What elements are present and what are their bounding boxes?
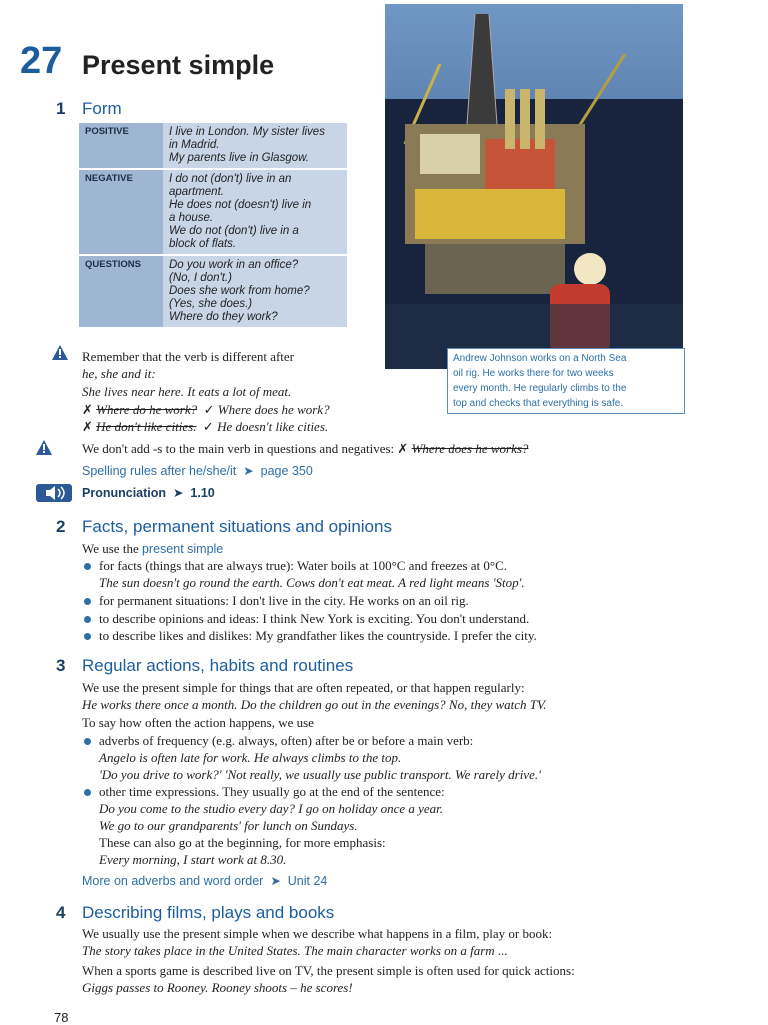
table-row — [79, 255, 347, 328]
right-example: Where does he work? — [217, 402, 330, 417]
arrow-right-icon: ➤ — [239, 464, 258, 478]
note-example-wrong-right — [82, 418, 328, 436]
example: Giggs passes to Rooney. Rooney shoots – he scores! — [82, 980, 353, 995]
oil-rig-photo — [385, 4, 683, 369]
bullet-icon — [84, 563, 91, 570]
adverbs-link-ref: Unit 24 — [287, 874, 328, 888]
example-line: He does not (doesn't) live in — [169, 199, 312, 211]
caption-line: Andrew Johnson works on a North Sea — [453, 353, 627, 364]
row-examples — [163, 169, 347, 255]
example-line: in Madrid. — [169, 139, 220, 151]
note-example: She lives near here. It eats a lot of meat. — [82, 384, 292, 399]
list-item-example: Angelo is often late for work. He always climbs to the top. — [99, 750, 402, 765]
caption-line: top and checks that everything is safe. — [453, 398, 624, 409]
speaker-icon[interactable] — [36, 484, 72, 502]
pronunciation-ref: 1.10 — [190, 486, 215, 500]
adverbs-link[interactable] — [82, 873, 327, 890]
example-line: (No, I don't.) — [169, 272, 232, 284]
intro-text: We use the — [82, 541, 139, 556]
pronunciation-link[interactable] — [82, 485, 215, 502]
warning-icon — [36, 440, 52, 455]
example-line: I do not (don't) live in an — [169, 173, 292, 185]
adverbs-link-label: More on adverbs and word order — [82, 874, 264, 888]
list-item: for permanent situations: I don't live in the city. He works on an oil rig. — [99, 593, 469, 608]
section-1-number: 1 — [56, 99, 66, 118]
list-item-example: The sun doesn't go round the earth. Cows don't eat meat. A red light means 'Stop'. — [99, 575, 525, 590]
section-3-title: Regular actions, habits and routines — [82, 656, 354, 675]
spelling-link[interactable] — [82, 463, 313, 480]
example: The story takes place in the United States. The main character works on a farm ... — [82, 943, 508, 958]
check-icon: ✓ — [202, 420, 214, 435]
check-icon: ✓ — [203, 403, 215, 418]
wrong-example: He don't like cities. — [96, 419, 197, 434]
row-label: QUESTIONS — [79, 255, 163, 328]
list-item-example: Every morning, I start work at 8.30. — [99, 852, 287, 867]
example-line: apartment. — [169, 186, 224, 198]
section-4-title: Describing films, plays and books — [82, 903, 335, 922]
example: He works there once a month. Do the children go out in the evenings? No, they watch TV. — [82, 697, 547, 712]
cross-icon: ✗ — [397, 442, 409, 457]
intro-term: present simple — [141, 542, 224, 556]
row-label: NEGATIVE — [79, 169, 163, 255]
list-item-example: 'Do you drive to work?' 'Not really, we usually use public transport. We rarely drive.' — [99, 767, 541, 782]
list-item: to describe likes and dislikes: My grandfather likes the countryside. I prefer the city. — [99, 628, 537, 643]
example-line: a house. — [169, 212, 214, 224]
cross-icon: ✗ — [82, 420, 93, 435]
caption-line: every month. He regularly climbs to the — [453, 383, 627, 394]
row-examples — [163, 123, 347, 169]
spelling-link-ref: page 350 — [260, 464, 313, 478]
note-line — [82, 440, 528, 458]
bullet-icon — [84, 738, 91, 745]
example-line: Does she work from home? — [169, 285, 310, 297]
section-2-intro — [82, 540, 223, 558]
list-item: to describe opinions and ideas: I think New York is exciting. You don't understand. — [99, 611, 530, 626]
note-line: Remember that the verb is different after — [82, 349, 295, 364]
spelling-link-label: Spelling rules after he/she/it — [82, 464, 237, 478]
list-item: other time expressions. They usually go at the end of the sentence: — [99, 784, 445, 799]
section-4-number: 4 — [56, 903, 66, 922]
bullet-icon — [84, 633, 91, 640]
example-line: My parents live in Glasgow. — [169, 152, 309, 164]
right-example: He doesn't like cities. — [217, 419, 329, 434]
paragraph: When a sports game is described live on TV, the present simple is often used for quick actions: — [82, 963, 575, 978]
example-line: We do not (don't) live in a — [169, 225, 299, 237]
photo-caption — [447, 348, 685, 414]
unit-title: Present simple — [82, 50, 275, 80]
example-line: (Yes, she does.) — [169, 298, 253, 310]
paragraph: We use the present simple for things that are often repeated, or that happen regularly: — [82, 680, 525, 695]
page-number: 78 — [54, 1010, 69, 1025]
paragraph: To say how often the action happens, we use — [82, 715, 314, 730]
note-text: We don't add -s to the main verb in questions and negatives: — [82, 441, 395, 456]
example-line: I live in London. My sister lives — [169, 126, 325, 138]
section-2-number: 2 — [56, 517, 66, 536]
wrong-example: Where does he works? — [411, 441, 529, 456]
list-item: for facts (things that are always true): Water boils at 100°C and freezes at 0°C. — [99, 558, 508, 573]
arrow-right-icon: ➤ — [169, 486, 187, 500]
row-examples — [163, 255, 347, 328]
example-line: Do you work in an office? — [169, 259, 299, 271]
bullet-icon — [84, 789, 91, 796]
form-table — [79, 123, 347, 329]
section-3-number: 3 — [56, 656, 66, 675]
example-line: Where do they work? — [169, 311, 278, 323]
arrow-right-icon: ➤ — [266, 874, 285, 888]
warning-icon — [52, 345, 68, 360]
list-item-example: We go to our grandparents' for lunch on Sundays. — [99, 818, 358, 833]
section-2-title: Facts, permanent situations and opinions — [82, 517, 392, 536]
bullet-icon — [84, 598, 91, 605]
table-row — [79, 123, 347, 169]
paragraph: We usually use the present simple when we describe what happens in a film, play or book: — [82, 926, 553, 941]
table-row — [79, 169, 347, 255]
wrong-example: Where do he work? — [96, 402, 198, 417]
list-item-text: These can also go at the beginning, for more emphasis: — [99, 835, 386, 850]
cross-icon: ✗ — [82, 403, 93, 418]
bullet-icon — [84, 616, 91, 623]
note-line: he, she and it: — [82, 366, 156, 381]
caption-line: oil rig. He works there for two weeks — [453, 368, 614, 379]
unit-number: 27 — [20, 40, 63, 82]
pronunciation-label: Pronunciation — [82, 486, 167, 500]
list-item: adverbs of frequency (e.g. always, often) after be or before a main verb: — [99, 733, 474, 748]
section-1-title: Form — [82, 99, 122, 118]
row-label: POSITIVE — [79, 123, 163, 169]
example-line: block of flats. — [169, 238, 237, 250]
list-item-example: Do you come to the studio every day? I go on holiday once a year. — [99, 801, 444, 816]
note-example-wrong-right — [82, 401, 330, 419]
